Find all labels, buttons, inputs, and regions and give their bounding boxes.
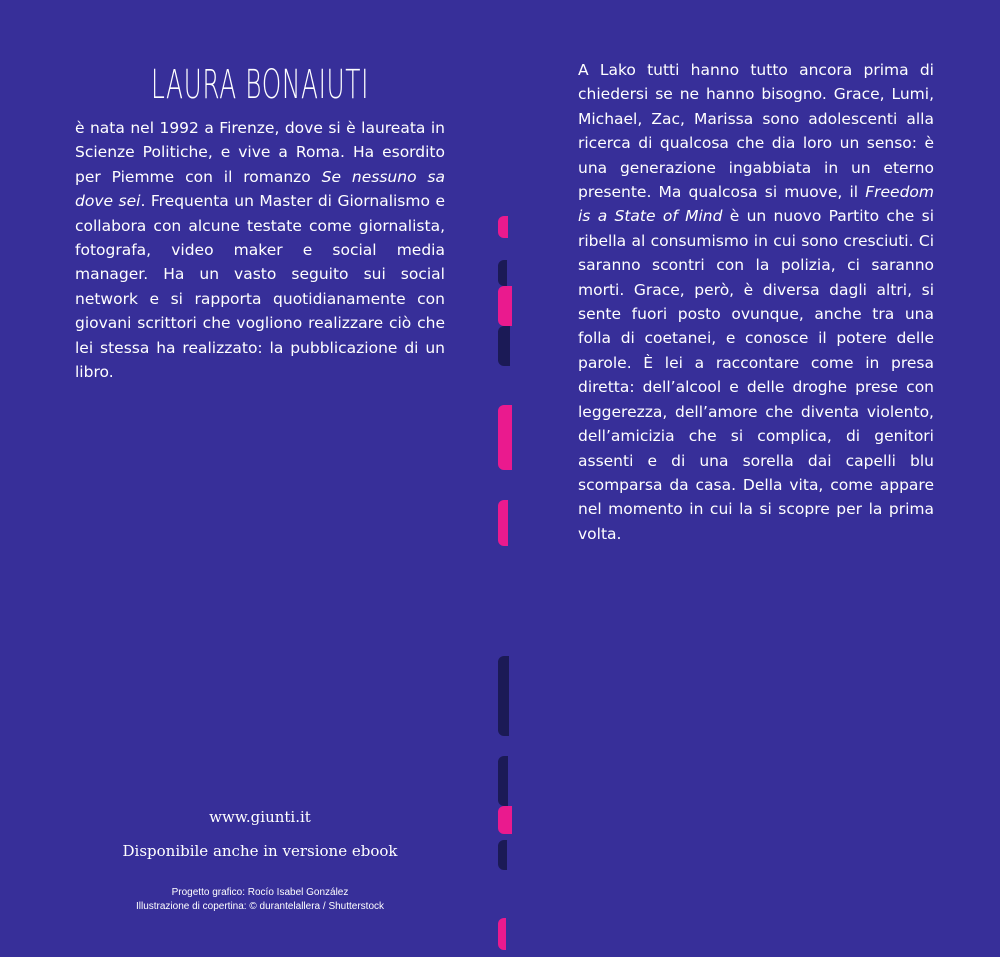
credit-cover: Illustrazione di copertina: © durantelallera / Shutterstock [135, 901, 385, 912]
book-synopsis [578, 58, 934, 546]
ebook-note: Disponibile anche in versione ebook [122, 842, 398, 860]
credits [0, 886, 520, 914]
bio-text-2: . Frequenta un Master di Giornalismo e collabora con alcune testate come giornalista, fotografa, video maker e social media manager. Ha un vasto seguito sui social network e si rapporta quotidianamente con giovani scrittori che vogliono realizzare ciò che lei stessa ha realizzato: la pubblicazione di un libro. [75, 192, 445, 382]
author-name: LAURA BONAIUTI [150, 62, 370, 108]
right-flap [500, 0, 1000, 957]
synopsis-text-2: è un nuovo Partito che si ribella al consumismo in cui sono cresciuti. Ci saranno scontri con la polizia, ci saranno morti. Grace, però, è diversa dagli altri, si sente fuori posto ovunque, anche tra una folla di coetanei, e conosce il potere delle parole. È lei a raccontare come in presa diretta: dell’alcool e delle droghe prese con leggerezza, dell’amore che diventa violento, dell’amicizia che si complica, di genitori assenti e di una sorella dai capelli blu scomparsa da casa. Della vita, come appare nel momento in cui la si scopre per la prima volta. [578, 207, 934, 543]
publisher-website: www.giunti.it [209, 808, 311, 826]
bio-book-title: Se nessuno sa dove sei [75, 167, 445, 211]
author-bio [75, 116, 445, 384]
synopsis-party-name: Freedom is a State of Mind [578, 183, 934, 226]
synopsis-text-1: A Lako tutti hanno tutto ancora prima di chiedersi se ne hanno bisogno. Grace, Lumi, Michael, Zac, Marissa sono adolescenti alla ricerca di qualcosa che dia loro un senso: è una generazione ingabbiata in un eterno presente. Ma qualcosa si muove, il [578, 61, 934, 202]
credit-design: Progetto grafico: Rocío Isabel González [171, 887, 349, 898]
bio-text-1: è nata nel 1992 a Firenze, dove si è laureata in Scienze Politiche, e vive a Roma. Ha esordito per Piemme con il romanzo [75, 119, 445, 186]
